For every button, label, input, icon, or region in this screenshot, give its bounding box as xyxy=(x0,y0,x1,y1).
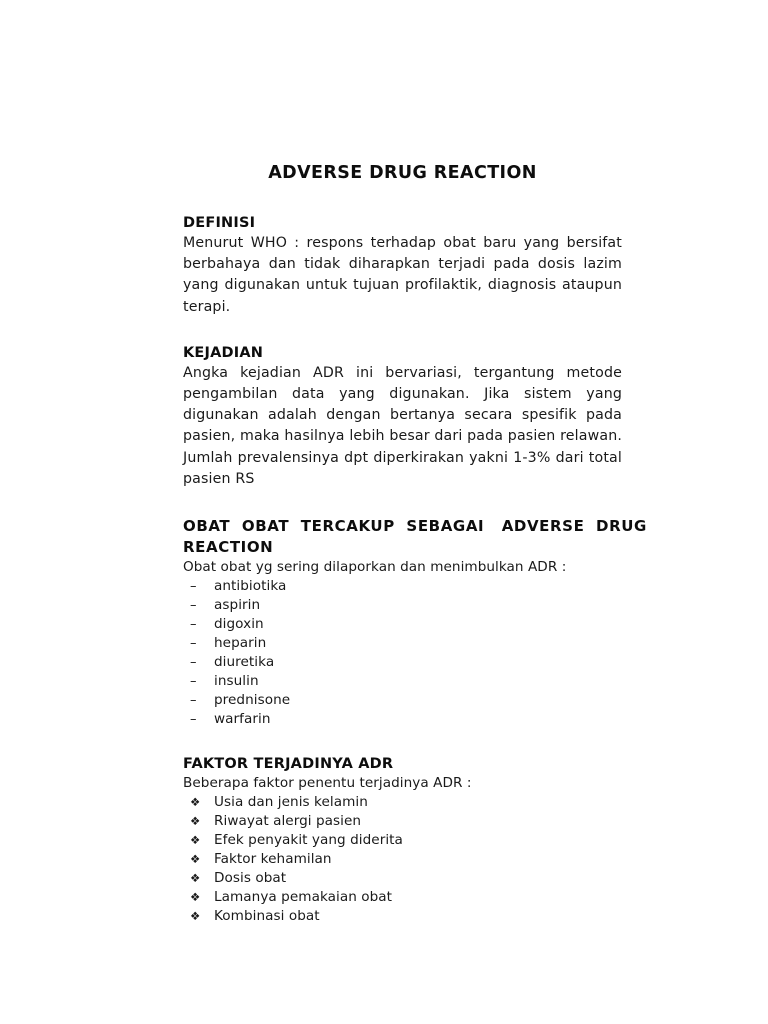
list-item xyxy=(183,653,622,672)
list-item-label: Riwayat alergi pasien xyxy=(214,813,362,830)
section-definisi xyxy=(183,214,622,318)
intro-faktor: Beberapa faktor penentu terjadinya ADR : xyxy=(183,775,472,792)
list-item-label: insulin xyxy=(214,673,259,690)
section-kejadian xyxy=(183,344,622,490)
list-item-label: Kombinasi obat xyxy=(214,908,320,925)
dash-icon: – xyxy=(190,693,197,709)
diamond-bullet-icon: ❖ xyxy=(190,909,201,924)
dash-icon: – xyxy=(190,655,197,671)
diamond-bullet-icon: ❖ xyxy=(190,852,201,867)
list-item-label: diuretika xyxy=(214,654,275,671)
list-item xyxy=(183,691,622,710)
heading-obat-obat xyxy=(183,516,647,558)
dash-icon: – xyxy=(190,579,197,595)
list-item-label: heparin xyxy=(214,635,267,652)
list-item xyxy=(183,793,622,812)
list-item-label: digoxin xyxy=(214,616,264,633)
list-item-label: Usia dan jenis kelamin xyxy=(214,794,368,811)
diamond-bullet-icon: ❖ xyxy=(190,871,201,886)
section-obat-obat xyxy=(183,516,647,729)
list-item-label: Efek penyakit yang diderita xyxy=(214,832,403,849)
dash-icon: – xyxy=(190,712,197,728)
page-title: ADVERSE DRUG REACTION xyxy=(268,163,537,183)
list-item xyxy=(183,672,622,691)
list-item xyxy=(183,577,622,596)
list-item-label: Faktor kehamilan xyxy=(214,851,332,868)
spacer xyxy=(183,184,622,214)
list-item-label: Dosis obat xyxy=(214,870,287,887)
spacer xyxy=(183,318,622,344)
paragraph-definisi: Menurut WHO : respons terhadap obat baru yang bersifat berbahaya dan tidak diharapkan terjadi pada dosis lazim yang digunakan untuk tujuan profilaktik, diagnosis ataupun terapi. xyxy=(183,235,622,315)
dash-icon: – xyxy=(190,617,197,633)
list-item-label: prednisone xyxy=(214,692,291,709)
list-item-label: warfarin xyxy=(214,711,271,728)
list-item xyxy=(183,812,622,831)
diamond-bullet-icon: ❖ xyxy=(190,833,201,848)
faktor-list xyxy=(183,793,622,926)
diamond-bullet-icon: ❖ xyxy=(190,890,201,905)
list-item xyxy=(183,710,622,729)
list-item xyxy=(183,907,622,926)
dash-icon: – xyxy=(190,636,197,652)
spacer xyxy=(183,490,622,516)
intro-obat-obat: Obat obat yg sering dilaporkan dan menimbulkan ADR : xyxy=(183,559,567,576)
spacer xyxy=(183,729,622,755)
diamond-bullet-icon: ❖ xyxy=(190,814,201,829)
heading-obat-obat-line1: OBAT OBAT TERCAKUP SEBAGAI ADVERSE DRUG xyxy=(183,517,647,536)
section-faktor xyxy=(183,755,622,926)
drug-list xyxy=(183,577,622,729)
diamond-bullet-icon: ❖ xyxy=(190,795,201,810)
list-item-label: antibiotika xyxy=(214,578,287,595)
list-item xyxy=(183,596,622,615)
list-item xyxy=(183,888,622,907)
list-item xyxy=(183,615,622,634)
heading-faktor: FAKTOR TERJADINYA ADR xyxy=(183,756,394,773)
list-item xyxy=(183,831,622,850)
document-content xyxy=(183,162,647,926)
heading-obat-obat-line2: REACTION xyxy=(183,538,274,557)
list-item xyxy=(183,634,622,653)
heading-kejadian: KEJADIAN xyxy=(183,344,264,361)
list-item xyxy=(183,850,622,869)
paragraph-kejadian: Angka kejadian ADR ini bervariasi, tergantung metode pengambilan data yang digunakan. Jika sistem yang digunakan adalah dengan bertanya secara spesifik pada pasien, maka hasilnya lebih besar dari pada pasien relawan. Jumlah prevalensinya dpt diperkirakan yakni 1-3% dari total pasien RS xyxy=(183,364,622,487)
list-item xyxy=(183,869,622,888)
heading-definisi: DEFINISI xyxy=(183,215,256,231)
list-item-label: Lamanya pemakaian obat xyxy=(214,889,393,906)
list-item-label: aspirin xyxy=(214,597,261,614)
dash-icon: – xyxy=(190,598,197,614)
dash-icon: – xyxy=(190,674,197,690)
